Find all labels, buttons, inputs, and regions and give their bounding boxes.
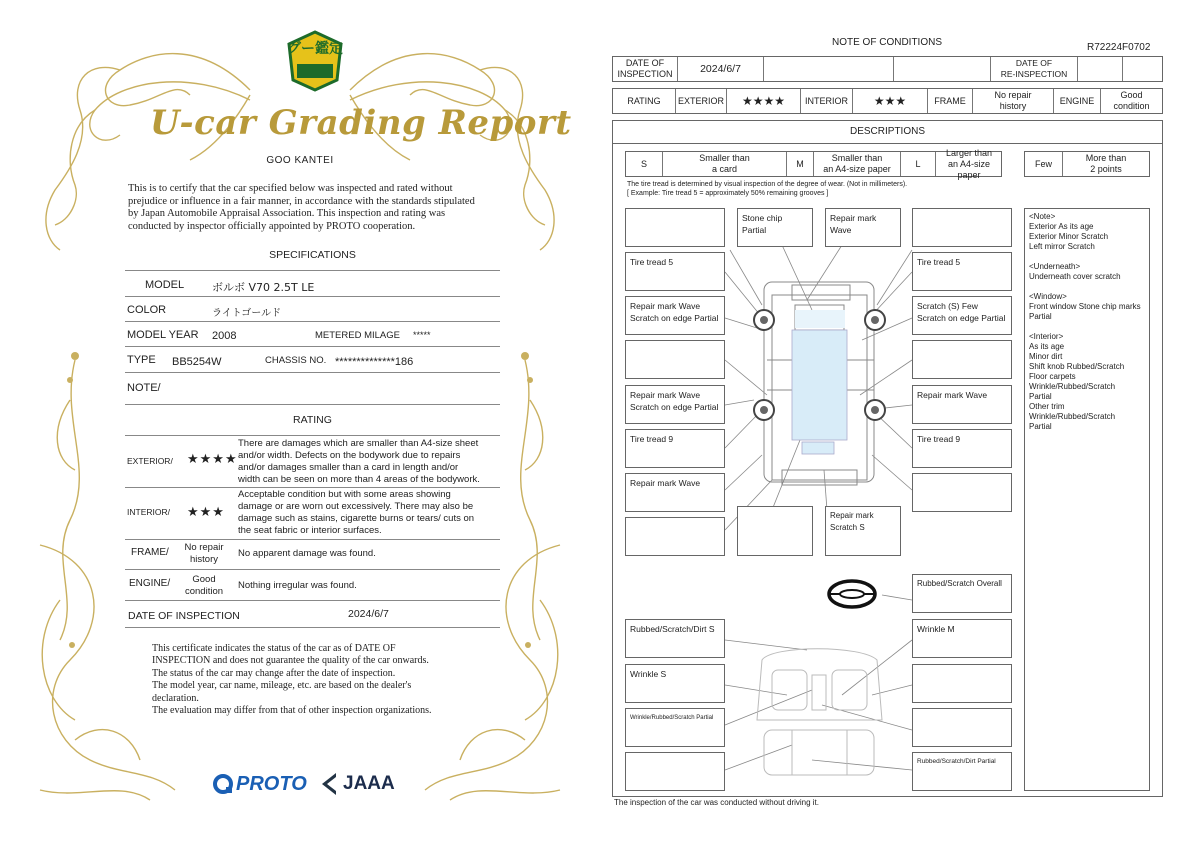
- intro-paragraph: [128, 183, 475, 233]
- report-code: R72224F0702: [1087, 42, 1151, 53]
- damage-box-interior-seat-left: [625, 664, 725, 703]
- note-line: Wrinkle/Rubbed/Scratch: [1029, 412, 1116, 421]
- type-value: BB5254W: [172, 356, 222, 368]
- desc-line: the seat fabric or interior surfaces.: [238, 525, 382, 536]
- sheet-footer: The inspection of the car was conducted without driving it.: [614, 798, 819, 807]
- legend-s: S: [626, 152, 663, 176]
- desc-line: damage such as stains, cigarette burns or tears/ cuts on: [238, 513, 475, 524]
- legend-l-desc: [936, 147, 1002, 180]
- note-line: Underneath cover scratch: [1029, 272, 1121, 281]
- damage-box-text: Tire tread 5: [917, 257, 961, 267]
- damage-box-line: Repair mark Wave: [630, 301, 701, 311]
- note-line: Partial: [1029, 392, 1052, 401]
- damage-box-left-rear: [625, 473, 725, 512]
- note-line: As its age: [1029, 342, 1065, 351]
- note-line: Exterior Minor Scratch: [1029, 232, 1109, 241]
- date-of-inspection-label: DATE OF INSPECTION: [128, 610, 240, 622]
- desc-line: and/or damages smaller than a card in length and/or: [238, 462, 459, 473]
- damage-box-text: [738, 507, 746, 513]
- damage-box-text: [913, 209, 921, 215]
- legend-line: Smaller than: [699, 153, 750, 163]
- note-of-conditions-title: NOTE OF CONDITIONS: [832, 37, 942, 48]
- damage-box-text: Rubbed/Scratch/Dirt S: [630, 624, 715, 634]
- frame-description: No apparent damage was found.: [238, 548, 376, 559]
- certificate-subtitle: GOO KANTEI: [266, 155, 334, 166]
- damage-box-repair-top: [825, 208, 901, 247]
- date-row: [612, 56, 1163, 82]
- damage-box-text: [626, 297, 722, 327]
- desc-line: Acceptable condition but with some areas showing: [238, 489, 451, 500]
- exterior-stars: ★★★★: [727, 89, 801, 113]
- intro-line: conducted by inspector officially appointed by PROTO cooperation.: [128, 220, 416, 232]
- legend-line: Smaller than: [831, 153, 883, 163]
- note-line: Partial: [1029, 312, 1052, 321]
- damage-box-steering: [912, 574, 1012, 613]
- chassis-value: **************186: [335, 356, 414, 368]
- note-line: Floor carpets: [1029, 372, 1076, 381]
- proto-mark-icon: [212, 773, 234, 795]
- note-line: [1029, 252, 1141, 262]
- damage-box-stone-chip: [737, 208, 813, 247]
- color-value: ライトゴールド: [212, 308, 282, 319]
- damage-box-bottom-left: [625, 517, 725, 556]
- frame-label: FRAME: [928, 89, 973, 113]
- note-line: <Note>: [1029, 212, 1056, 221]
- model-year-value: 2008: [212, 330, 237, 342]
- reinspection-value: [1078, 57, 1123, 81]
- desc-line: and/or width. Defects on the bodywork due to repairs: [238, 450, 461, 461]
- damage-box-text: Rubbed/Scratch Overall: [917, 579, 1002, 588]
- damage-box-text: [826, 507, 878, 537]
- metered-milage-label: METERED MILAGE: [315, 330, 400, 341]
- damage-box-left-mid: [625, 340, 725, 379]
- damage-box-right-front: [912, 296, 1012, 335]
- damage-box-tire-rear-right: [912, 429, 1012, 468]
- proto-logo-text: PROTO: [236, 772, 307, 795]
- engine-value-line: condition: [1113, 101, 1150, 111]
- desc-line: width can be seen on more than 4 areas of the bodywork.: [238, 474, 480, 485]
- damage-box-text: [913, 709, 921, 715]
- damage-box-text: [626, 209, 634, 215]
- exterior-stars: ★★★★: [187, 451, 238, 466]
- engine-value-line: Good: [192, 574, 216, 585]
- descriptions-header: DESCRIPTIONS: [849, 126, 925, 137]
- legend-few: Few: [1025, 152, 1063, 176]
- engine-label: ENGINE: [1054, 89, 1101, 113]
- legend-line: More than: [1085, 153, 1127, 163]
- goo-kantei-logo: [287, 30, 343, 92]
- damage-box-line: Scratch on edge Partial: [917, 313, 1006, 323]
- frame-value-line: No repair: [994, 90, 1032, 100]
- damage-box-bottom-mid-2: [825, 506, 901, 556]
- damage-box-line: Repair mark: [830, 511, 874, 520]
- damage-box-text: [913, 474, 921, 480]
- damage-box-line: Scratch S: [830, 523, 865, 532]
- damage-box-interior-dash-left: [625, 619, 725, 658]
- note-line: Shift knob Rubbed/Scratch: [1029, 362, 1125, 371]
- damage-size-legend: [625, 147, 1002, 180]
- engine-description: Nothing irregular was found.: [238, 580, 357, 591]
- damage-box-text: Repair mark Wave: [917, 390, 988, 400]
- damage-box-left-rear-door: [625, 385, 725, 424]
- interior-description: [238, 489, 474, 537]
- damage-box-interior-door-left: [625, 708, 725, 747]
- model-year-label: MODEL YEAR: [127, 329, 199, 341]
- legend-line: an A4-size paper: [823, 164, 891, 174]
- footer-line: The model year, car name, mileage, etc. are based on the dealer's: [152, 680, 412, 692]
- doi-value: 2024/6/7: [678, 57, 764, 81]
- note-line: <Window>: [1029, 292, 1067, 301]
- legend-m-desc: [814, 152, 901, 176]
- jaaa-logo-text: JAAA: [343, 773, 395, 794]
- interior-label: INTERIOR: [801, 89, 853, 113]
- damage-box-interior-door-right: [912, 708, 1012, 747]
- desc-line: There are damages which are smaller than A4-size sheet: [238, 438, 479, 449]
- damage-box-right-rear: [912, 473, 1012, 512]
- intro-line: prejudice or influence in a fair manner, in accordance with the standards stipulated: [128, 195, 475, 207]
- frame-label: FRAME/: [131, 547, 169, 558]
- damage-box-line: Repair mark Wave: [630, 390, 701, 400]
- doi-blank-2: [894, 57, 991, 81]
- damage-box-tire-front-left: [625, 252, 725, 291]
- reinspection-label: [991, 57, 1078, 81]
- rating-header: RATING: [293, 414, 332, 426]
- note-line: Minor dirt: [1029, 352, 1063, 361]
- footer-line: declaration.: [152, 692, 199, 704]
- jaaa-logo: [318, 771, 395, 797]
- certificate-footer: [152, 643, 432, 717]
- reinspection-label-line: RE-INSPECTION: [1000, 69, 1068, 79]
- damage-box-interior-rear-right: [912, 752, 1012, 791]
- damage-box-interior-seat-right: [912, 664, 1012, 703]
- reinspection-label-line: DATE OF: [1015, 58, 1053, 68]
- legend-l: L: [901, 152, 936, 176]
- damage-box-tire-rear-left: [625, 429, 725, 468]
- specifications-header: SPECIFICATIONS: [269, 249, 356, 261]
- intro-line: This is to certify that the car specified below was inspected and rated without: [128, 183, 453, 194]
- intro-line: by Japan Automobile Appraisal Association. This inspection and rating was: [128, 208, 446, 220]
- note-label: NOTE/: [127, 382, 161, 394]
- damage-box-text: [913, 665, 921, 671]
- color-label: COLOR: [127, 304, 167, 316]
- steering-wheel-icon: [829, 581, 875, 607]
- damage-box-text: [626, 518, 634, 524]
- damage-box-interior-dash-right: [912, 619, 1012, 658]
- note-line: Exterior As its age: [1029, 222, 1094, 231]
- legend-few-desc: [1063, 152, 1149, 176]
- damage-box-text: [626, 341, 634, 347]
- frame-value: [175, 542, 233, 566]
- doi-label-line: INSPECTION: [617, 69, 673, 79]
- damage-box-text: Stone chip Partial: [742, 213, 783, 235]
- metered-milage-value: *****: [413, 330, 431, 340]
- legend-s-desc: [663, 152, 787, 176]
- footer-line: The evaluation may differ from that of other inspection organizations.: [152, 705, 432, 717]
- note-line: Other trim: [1029, 402, 1065, 411]
- note-line: Partial: [1029, 422, 1052, 431]
- exterior-label: EXTERIOR/: [127, 456, 173, 466]
- damage-box-text: Repair mark Wave: [630, 478, 701, 488]
- legend-m: M: [787, 152, 814, 176]
- model-value: ボルボ V70 2.5T LE: [212, 281, 315, 294]
- damage-box-text: [913, 341, 921, 347]
- damage-box-bottom-mid-1: [737, 506, 813, 556]
- few-legend: [1024, 151, 1150, 177]
- interior-stars: ★★★: [187, 504, 225, 519]
- tire-note-line: The tire tread is determined by visual inspection of the degree of wear. (Not in millimeters).: [627, 181, 908, 188]
- model-label: MODEL: [145, 279, 185, 291]
- damage-box-text: Wrinkle M: [917, 624, 955, 634]
- interior-label: INTERIOR/: [127, 507, 170, 517]
- damage-box-text: Rubbed/Scratch/Dirt Partial: [917, 758, 996, 765]
- note-line: Front window Stone chip marks: [1029, 302, 1141, 311]
- footer-line: INSPECTION and does not guarantee the quality of the car onwards.: [152, 655, 429, 667]
- interior-stars: ★★★: [853, 89, 928, 113]
- note-line: Wrinkle/Rubbed/Scratch: [1029, 382, 1116, 391]
- frame-value-line: history: [190, 554, 218, 565]
- legend-line: 2 points: [1090, 164, 1122, 174]
- exterior-description: [238, 438, 480, 486]
- notes-panel: [1024, 208, 1150, 791]
- engine-label: ENGINE/: [129, 578, 171, 589]
- note-line: <Underneath>: [1029, 262, 1081, 271]
- doi-label-line: DATE OF: [625, 58, 665, 68]
- rating-row: [612, 88, 1163, 114]
- doi-label: [613, 57, 678, 81]
- logo-text: グー鑑定: [287, 41, 343, 57]
- frame-value: [973, 89, 1054, 113]
- engine-value: [175, 574, 233, 598]
- damage-box-right-mid: [912, 340, 1012, 379]
- damage-box-line: Scratch on edge Partial: [630, 402, 719, 412]
- damage-box-text: Tire tread 9: [630, 434, 674, 444]
- footer-line: The status of the car may change after the date of inspection.: [152, 667, 396, 679]
- legend-line: Larger than: [945, 147, 993, 158]
- legend-line: an A4-size paper: [947, 158, 991, 180]
- damage-box-tire-front-right: [912, 252, 1012, 291]
- desc-line: damage or are worn out excessively. There may also be: [238, 501, 474, 512]
- exterior-label: EXTERIOR: [676, 89, 727, 113]
- damage-box-text: Repair mark Wave: [830, 213, 877, 235]
- damage-box-text: Tire tread 5: [630, 257, 674, 267]
- engine-value-line: Good: [1120, 90, 1143, 100]
- doi-blank: [764, 57, 894, 81]
- note-line: [1029, 282, 1141, 292]
- frame-value-line: history: [999, 101, 1027, 111]
- jaaa-mark-icon: [318, 771, 340, 797]
- type-label: TYPE: [127, 354, 156, 366]
- frame-value-line: No repair: [184, 542, 224, 553]
- damage-box-text: Tire tread 9: [917, 434, 961, 444]
- note-line: [1029, 322, 1141, 332]
- engine-value: [1101, 89, 1162, 113]
- damage-box-text: Wrinkle/Rubbed/Scratch Partial: [630, 715, 714, 721]
- damage-box-text: [913, 297, 1009, 327]
- tire-note-line: [ Example: Tire tread 5 = approximately 50% remaining grooves ]: [627, 190, 829, 197]
- date-of-inspection-value: 2024/6/7: [348, 608, 389, 620]
- footer-line: This certificate indicates the status of the car as of DATE OF: [152, 643, 396, 654]
- damage-box-line: Scratch on edge Partial: [630, 313, 719, 323]
- note-line: <Interior>: [1029, 332, 1064, 341]
- damage-box-interior-rear-left: [625, 752, 725, 791]
- damage-box-text: [626, 753, 634, 759]
- proto-logo: [212, 771, 307, 797]
- damage-box-text: Wrinkle S: [630, 669, 667, 679]
- damage-box-text: [626, 386, 722, 416]
- note-line: Left mirror Scratch: [1029, 242, 1095, 251]
- damage-box-right-rear-door: [912, 385, 1012, 424]
- tire-tread-note: [627, 180, 907, 198]
- damage-box-top-left: [625, 208, 725, 247]
- chassis-label: CHASSIS NO.: [265, 355, 327, 366]
- damage-box-top-right: [912, 208, 1012, 247]
- damage-box-line: Scratch (S) Few: [917, 301, 978, 311]
- certificate-title: U-car Grading Report: [150, 103, 572, 143]
- rating-label: RATING: [613, 89, 676, 113]
- notes-list: [1029, 212, 1141, 432]
- legend-line: a card: [711, 164, 737, 174]
- engine-value-line: condition: [184, 586, 224, 597]
- damage-box-left-front: [625, 296, 725, 335]
